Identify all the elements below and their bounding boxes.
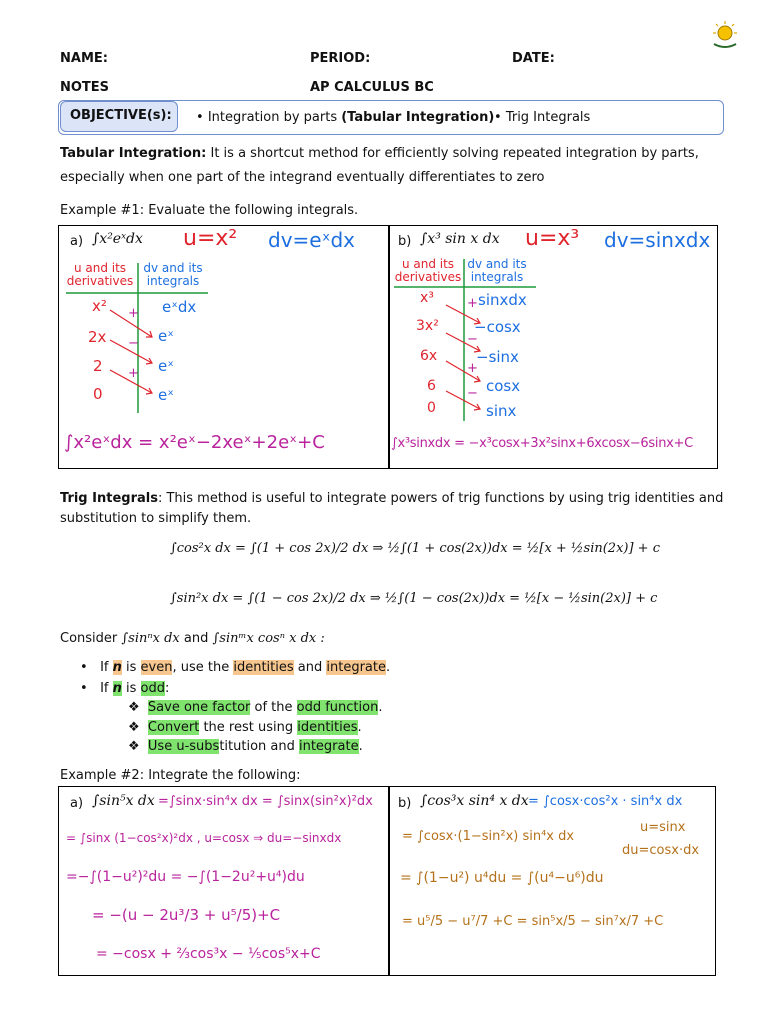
ex1b-right-4: sinx: [486, 402, 517, 420]
tabular-description: Tabular Integration: It is a shortcut method for efficiently solving repeated integration by parts, especially when one part of the integrand eventually differentiates to zero: [60, 146, 699, 185]
ex1b-left-1: 3x²: [416, 318, 439, 334]
notes-label: NOTES: [60, 80, 110, 95]
trig-formula-cos: ∫cos²x dx = ∫(1 + cos 2x)/2 dx ⇒ ½∫(1 + cos(2x))dx = ½[x + ½sin(2x)] + c: [170, 541, 660, 556]
ex1a-col-left: u and its derivatives: [66, 261, 134, 288]
ex1b-label: b): [398, 234, 412, 249]
ex2a-line4: = −(u − 2u³/3 + u⁵/5)+C: [92, 906, 281, 924]
ex2a-line1: =∫sinx·sin⁴x dx = ∫sinx(sin²x)²dx: [158, 794, 373, 809]
period-label: PERIOD:: [310, 51, 371, 66]
ex2a-line3: =−∫(1−u²)²du = −∫(1−2u²+u⁴)du: [66, 869, 305, 885]
trig-description: Trig Integrals: This method is useful to integrate powers of trig functions by using trig identities and substitution to simplify them.: [60, 491, 724, 526]
ex1a-right-3: eˣ: [158, 386, 174, 404]
objective-label: OBJECTIVE(s):: [70, 108, 172, 123]
ex1b-sign-1: −: [467, 332, 478, 347]
name-label: NAME:: [60, 51, 108, 66]
example1-heading: Example #1: Evaluate the following integrals.: [60, 203, 359, 218]
ex1b-left-2: 6x: [420, 348, 438, 364]
ex1a-sign-0: +: [128, 306, 139, 321]
ex1b-right-0: sinxdx: [478, 291, 527, 309]
ex2b-line1: = ∫cosx·cos²x · sin⁴x dx: [528, 794, 683, 809]
rule-even: • If n is even, use the identities and integrate.: [80, 660, 391, 675]
ex2b-integral: ∫cos³x sin⁴ x dx: [420, 793, 529, 809]
ex1b-dv: dv=sinxdx: [604, 228, 711, 252]
ex1b-sign-0: +: [467, 296, 478, 311]
ex1b-sign-3: −: [467, 386, 478, 401]
ex1a-sign-2: +: [128, 366, 139, 381]
ex1b-right-2: −sinx: [476, 348, 519, 366]
ex1b-table-lines: [388, 225, 716, 467]
ex1a-left-1: 2x: [88, 328, 107, 346]
ex2b-line4: = u⁵/5 − u⁷/7 +C = sin⁵x/5 − sin⁷x/7 +C: [402, 914, 664, 929]
ex2b-sub-du: du=cosx·dx: [622, 843, 700, 858]
ex1b-answer: ∫x³sinxdx = −x³cosx+3x²sinx+6xcosx−6sinx+C: [391, 436, 693, 451]
ex2a-integral: ∫sin⁵x dx: [92, 793, 155, 809]
ex1b-sign-2: +: [467, 361, 478, 376]
example2-heading: Example #2: Integrate the following:: [60, 768, 301, 783]
ex2a-label: a): [70, 796, 84, 811]
ex1b-right-3: cosx: [486, 377, 521, 395]
ex2b-label: b): [398, 796, 412, 811]
ex2b-sub-u: u=sinx: [640, 820, 686, 835]
ex1a-dv: dv=eˣdx: [268, 228, 356, 252]
ex1b-col-right: dv and its integrals: [467, 257, 527, 284]
ex2a-line2: = ∫sinx (1−cos²x)²dx , u=cosx ⇒ du=−sinxdx: [66, 831, 342, 845]
ex1b-integral: ∫x³ sin x dx: [420, 231, 500, 247]
ex1b-left-3: 6: [427, 378, 436, 394]
ex1a-left-0: x²: [92, 297, 107, 315]
ex1a-answer: ∫x²eˣdx = x²eˣ−2xeˣ+2eˣ+C: [64, 432, 325, 453]
ex2b-line3: = ∫(1−u²) u⁴du = ∫(u⁴−u⁶)du: [400, 870, 604, 886]
ex1a-u: u=x²: [183, 226, 238, 251]
sun-logo-icon: [708, 18, 742, 52]
ex1a-sign-1: −: [128, 336, 139, 351]
rule-odd-step-1: ❖ Save one factor of the odd function.: [128, 700, 383, 715]
ex1a-right-2: eˣ: [158, 357, 174, 375]
rule-odd-step-2: ❖ Convert the rest using identities.: [128, 720, 362, 735]
ex1b-u: u=x³: [525, 226, 580, 251]
ex1a-label: a): [70, 234, 84, 249]
course-label: AP CALCULUS BC: [310, 80, 434, 95]
ex1b-left-4: 0: [427, 400, 436, 416]
ex1a-table-lines: [58, 225, 388, 467]
ex1a-right-0: eˣdx: [162, 298, 197, 316]
rule-odd-step-3: ❖ Use u-substitution and integrate.: [128, 739, 363, 754]
ex1a-right-1: eˣ: [158, 327, 174, 345]
consider-line: Consider ∫sinⁿx dx and ∫sinᵐx cosⁿ x dx :: [60, 631, 325, 646]
ex1a-integral: ∫x²eˣdx: [92, 231, 143, 247]
date-label: DATE:: [512, 51, 555, 66]
ex1b-col-left: u and its derivatives: [394, 257, 462, 284]
ex1a-col-right: dv and its integrals: [143, 261, 203, 288]
ex2a-line5: = −cosx + ⅔cos³x − ⅕cos⁵x+C: [96, 946, 321, 962]
ex1b-left-0: x³: [420, 290, 434, 306]
objective-item-2: • Trig Integrals: [494, 110, 591, 125]
rule-odd: • If n is odd:: [80, 681, 170, 696]
ex2b-line2: = ∫cosx·(1−sin²x) sin⁴x dx: [402, 829, 575, 844]
objective-item-1: • Integration by parts (Tabular Integration): [196, 110, 495, 125]
trig-formula-sin: ∫sin²x dx = ∫(1 − cos 2x)/2 dx ⇒ ½∫(1 − cos(2x))dx = ½[x − ½sin(2x)] + c: [170, 591, 658, 606]
ex1b-right-1: −cosx: [474, 318, 521, 336]
ex1a-left-3: 0: [93, 385, 103, 403]
ex1a-left-2: 2: [93, 357, 103, 375]
